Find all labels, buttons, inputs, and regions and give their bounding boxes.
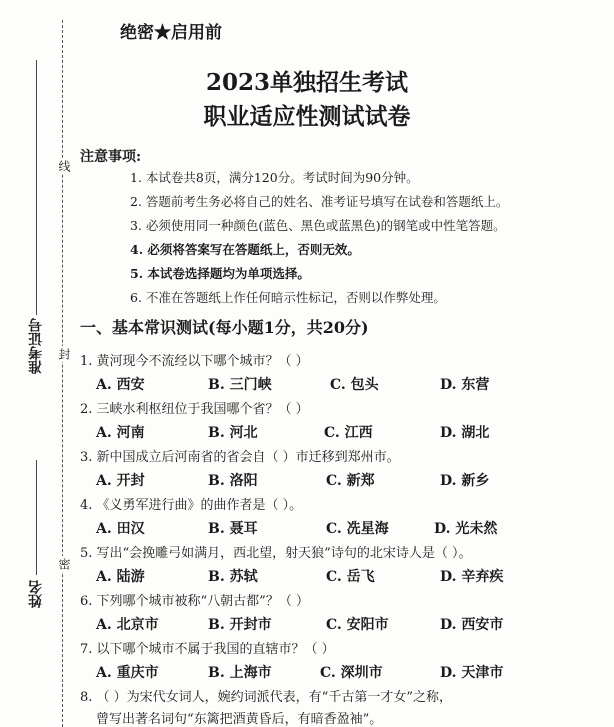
confidential-label: 绝密★启用前	[120, 23, 222, 43]
option: D. 湖北	[440, 425, 490, 441]
option: C. 新郑	[326, 473, 375, 489]
binding-mark-secret: 密	[57, 558, 71, 570]
notes-heading: 注意事项:	[80, 149, 142, 165]
option: B. 河北	[208, 425, 258, 441]
option: A. 西安	[96, 377, 145, 393]
option: D. 新乡	[440, 473, 490, 489]
exam-number-label: 准考证号	[28, 318, 44, 374]
note-item: 3. 必须使用同一种颜色(蓝色、黑色或蓝黑色)的钢笔或中性笔答题。	[130, 218, 506, 233]
question-7: 7. 以下哪个城市不属于我国的直辖市？（ ）	[80, 642, 335, 657]
option: A. 开封	[96, 473, 145, 489]
note-item: 4. 必须将答案写在答题纸上，否则无效。	[130, 242, 360, 257]
note-item: 6. 不准在答题纸上作任何暗示性标记，否则以作弊处理。	[130, 290, 446, 305]
option: D. 西安市	[440, 617, 504, 633]
option: B. 上海市	[208, 665, 272, 681]
option: B. 聂耳	[208, 521, 258, 537]
option: D. 天津市	[440, 665, 504, 681]
name-label: 姓名	[28, 580, 44, 608]
question-2: 2. 三峡水利枢纽位于我国哪个省？（ ）	[80, 402, 309, 417]
option: D. 东营	[440, 377, 490, 393]
option: B. 苏轼	[208, 569, 258, 585]
question-8-continued: 曾写出著名词句“东篱把酒黄昏后，有暗香盈袖”。	[96, 712, 383, 727]
question-1: 1. 黄河现今不流经以下哪个城市？（ ）	[80, 354, 309, 369]
option: A. 陆游	[96, 569, 145, 585]
note-item: 2. 答题前考生务必将自己的姓名、准考证号填写在试卷和答题纸上。	[130, 194, 509, 209]
option: A. 北京市	[96, 617, 159, 633]
section-title: 一、基本常识测试(每小题1分，共20分)	[80, 318, 369, 337]
option: B. 三门峡	[208, 377, 272, 393]
note-item: 1. 本试卷共8页，满分120分。考试时间为90分钟。	[130, 170, 419, 185]
option: C. 安阳市	[326, 617, 389, 633]
exam-title: 2023单独招生考试	[205, 69, 408, 96]
exam-subtitle: 职业适应性测试试卷	[203, 103, 411, 130]
option: B. 开封市	[208, 617, 272, 633]
option: C. 包头	[330, 377, 379, 393]
option: A. 河南	[96, 425, 145, 441]
binding-mark-seal: 封	[57, 348, 71, 360]
question-4: 4. 《义勇军进行曲》的曲作者是（ ）。	[80, 498, 303, 513]
binding-mark-line: 线	[57, 160, 71, 172]
option: A. 重庆市	[96, 665, 159, 681]
option: D. 光未然	[434, 521, 498, 537]
option: C. 冼星海	[326, 521, 389, 537]
question-5: 5. 写出“会挽雕弓如满月，西北望，射天狼”诗句的北宋诗人是（ ）。	[80, 546, 472, 561]
option: C. 深圳市	[320, 665, 383, 681]
note-item: 5. 本试卷选择题均为单项选择。	[130, 266, 310, 281]
option: A. 田汉	[96, 521, 145, 537]
question-6: 6. 下列哪个城市被称“八朝古都”？（ ）	[80, 594, 309, 609]
question-3: 3. 新中国成立后河南省的省会自（ ）市迁移到郑州市。	[80, 450, 400, 465]
option: C. 江西	[324, 425, 373, 441]
option: D. 辛弃疾	[440, 569, 504, 585]
name-rule	[36, 460, 37, 575]
question-8: 8. （ ）为宋代女词人，婉约词派代表，有“千古第一才女”之称，	[80, 690, 452, 705]
option: C. 岳飞	[326, 569, 375, 585]
option: B. 洛阳	[208, 473, 258, 489]
